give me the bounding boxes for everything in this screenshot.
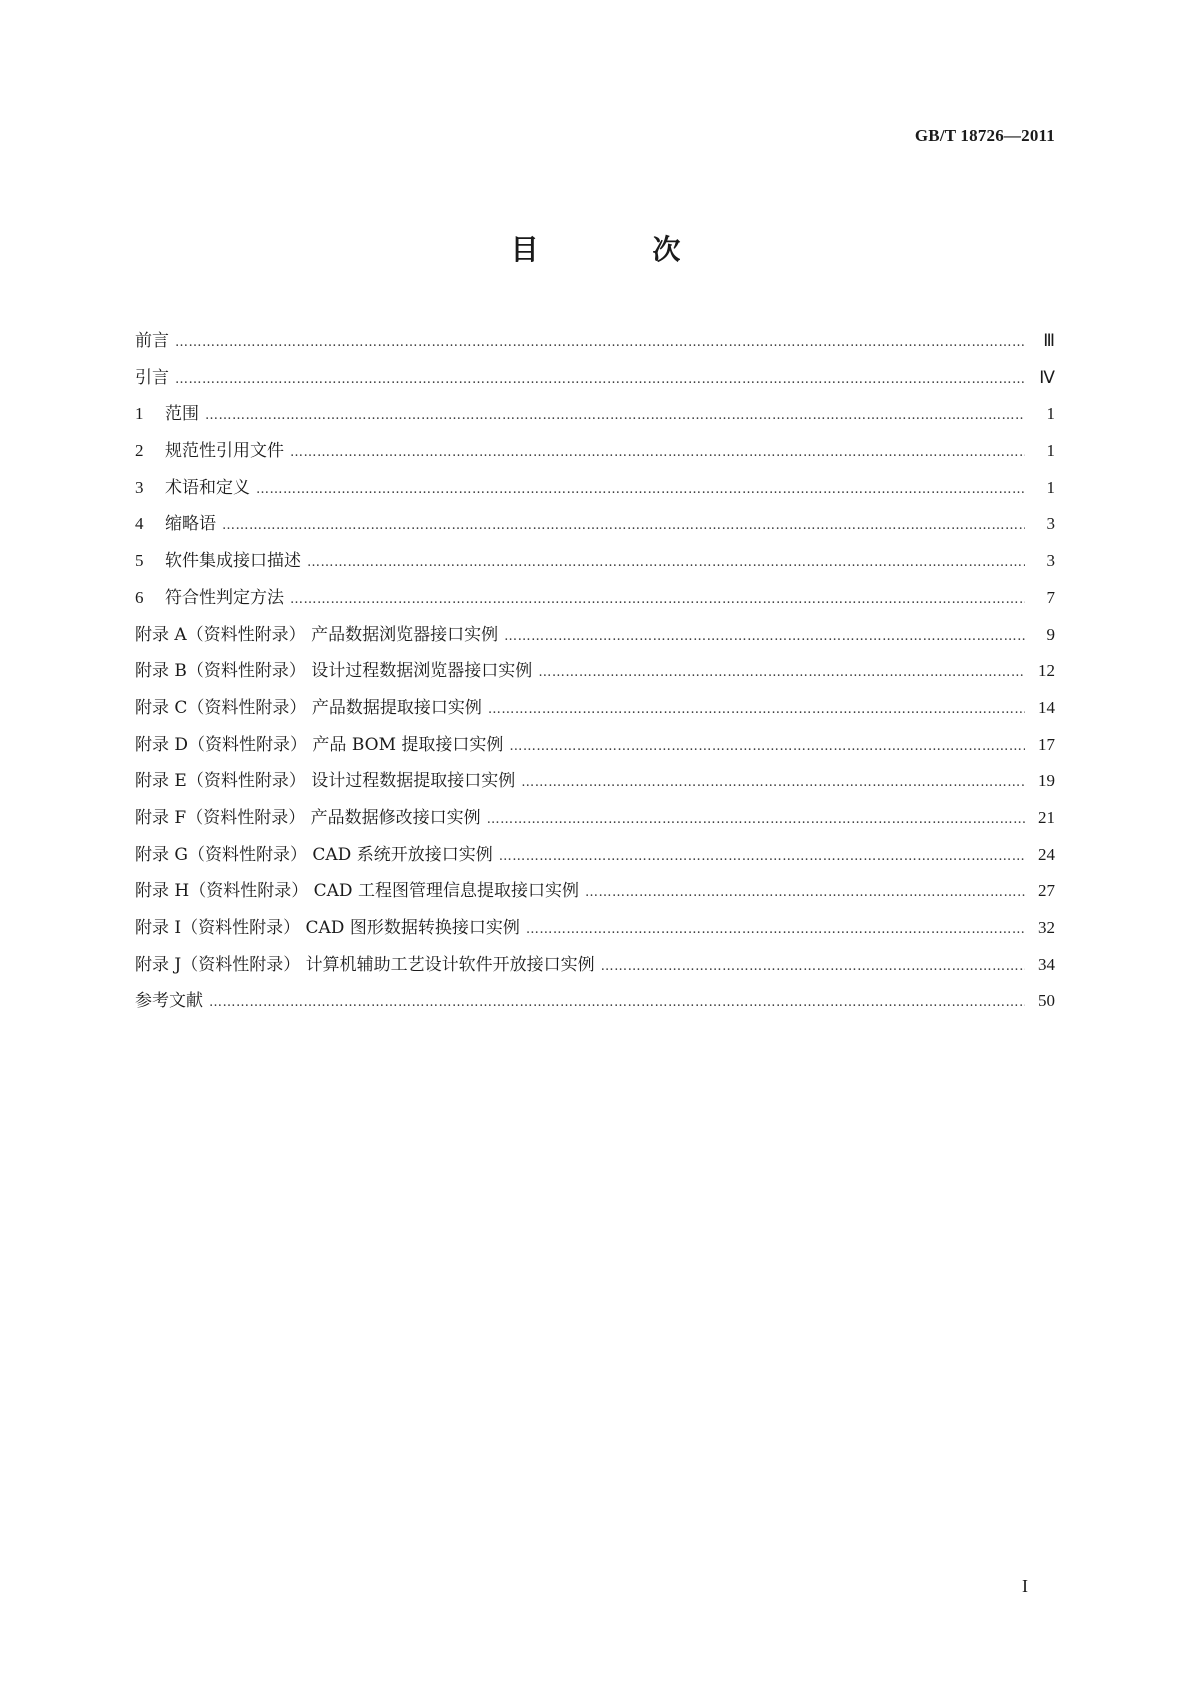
toc-entry-page: 9	[1046, 624, 1055, 644]
toc-entry-number: 1	[135, 404, 144, 424]
toc-entry[interactable]	[135, 837, 1055, 874]
toc-entry[interactable]	[135, 506, 1055, 543]
toc-entry-title: 参考文献	[135, 991, 203, 1012]
toc-entry-label	[135, 360, 175, 397]
toc-entry-title: 附录 E（资料性附录） 设计过程数据提取接口实例	[135, 771, 516, 792]
toc-dot-leader	[290, 435, 1025, 472]
toc-entry-label	[135, 433, 290, 470]
toc-entry-title: 附录 H（资料性附录） CAD 工程图管理信息提取接口实例	[135, 881, 579, 902]
toc-dot-leader	[499, 839, 1025, 876]
toc-entry-page: 32	[1038, 918, 1055, 937]
toc-dot-leader	[601, 949, 1025, 986]
toc-entry-number: 4	[135, 514, 144, 534]
toc-dot-leader	[521, 765, 1025, 802]
toc-entry-number: 2	[135, 441, 144, 461]
toc-entry-label	[135, 396, 205, 433]
toc-entry-page: 17	[1038, 734, 1055, 754]
standard-number: GB/T 18726—2011	[914, 126, 1055, 145]
toc-dot-leader	[175, 325, 1025, 362]
toc-dot-leader	[526, 912, 1025, 949]
toc-dot-leader	[205, 398, 1025, 435]
toc-entry[interactable]	[135, 433, 1055, 470]
toc-entry-page: 19	[1038, 771, 1055, 791]
toc-entry[interactable]	[135, 727, 1055, 764]
toc-entry-title: 术语和定义	[165, 477, 250, 498]
toc-dot-leader	[175, 362, 1025, 399]
toc-dot-leader	[290, 582, 1025, 619]
toc-entry-page: 3	[1046, 514, 1055, 534]
toc-entry-label	[135, 910, 526, 947]
toc-entry[interactable]	[135, 983, 1055, 1020]
toc-dot-leader	[538, 655, 1025, 692]
toc-entry[interactable]	[135, 800, 1055, 837]
toc-entry-label	[135, 580, 290, 617]
toc-entry[interactable]	[135, 873, 1055, 910]
toc-entry-label	[135, 690, 488, 727]
toc-dot-leader	[209, 985, 1025, 1022]
toc-entry-label	[135, 653, 538, 690]
toc-entry-title: 引言	[135, 367, 169, 388]
toc-entry[interactable]	[135, 470, 1055, 507]
toc-entry-title: 规范性引用文件	[165, 441, 284, 462]
toc-dot-leader	[487, 802, 1025, 839]
toc-entry-title: 附录 G（资料性附录） CAD 系统开放接口实例	[135, 844, 493, 865]
toc-entry-label	[135, 727, 509, 764]
toc-entry-page: 14	[1038, 697, 1055, 717]
toc-entry-title: 附录 B（资料性附录） 设计过程数据浏览器接口实例	[135, 661, 533, 682]
toc-entry-page: 3	[1046, 551, 1055, 571]
toc-entry-label	[135, 837, 499, 874]
toc-entry-label	[135, 983, 209, 1020]
toc-entry-label	[135, 323, 175, 360]
toc-entry-number: 3	[135, 477, 144, 497]
toc-entry-page: 34	[1038, 954, 1055, 974]
toc-entry-title: 附录 C（资料性附录） 产品数据提取接口实例	[135, 697, 482, 718]
toc-entry-title: 附录 J（资料性附录） 计算机辅助工艺设计软件开放接口实例	[135, 954, 595, 975]
toc-dot-leader	[222, 508, 1025, 545]
toc-entry[interactable]	[135, 763, 1055, 800]
toc-entry-page: Ⅲ	[1043, 331, 1055, 350]
toc-entry-title: 软件集成接口描述	[165, 551, 301, 572]
toc-entry-page: 12	[1038, 661, 1055, 681]
toc-entry-number: 6	[135, 587, 144, 607]
toc-entry-label	[135, 470, 256, 507]
toc-entry-label	[135, 543, 307, 580]
toc-entry[interactable]	[135, 910, 1055, 947]
toc-entry[interactable]	[135, 396, 1055, 433]
toc-dot-leader	[256, 472, 1025, 509]
toc-entry-page: 1	[1046, 477, 1055, 497]
page-number: I	[1022, 1576, 1028, 1596]
toc-entry-page: 24	[1038, 844, 1055, 864]
toc-entry-label	[135, 763, 521, 800]
toc-entry-title: 附录 F（资料性附录） 产品数据修改接口实例	[135, 807, 481, 828]
toc-entry-title: 符合性判定方法	[165, 587, 284, 608]
toc-entry[interactable]	[135, 580, 1055, 617]
toc-entry[interactable]	[135, 360, 1055, 397]
toc-entry[interactable]	[135, 653, 1055, 690]
toc-entry-label	[135, 800, 487, 837]
toc-dot-leader	[504, 619, 1025, 656]
toc-dot-leader	[307, 545, 1025, 582]
toc-entry[interactable]	[135, 617, 1055, 654]
toc-entry-title: 前言	[135, 331, 169, 351]
toc-dot-leader	[585, 875, 1025, 912]
toc-entry-title: 附录 D（资料性附录） 产品 BOM 提取接口实例	[135, 734, 504, 755]
toc-entry-title: 范围	[165, 404, 199, 425]
toc-entry[interactable]	[135, 690, 1055, 727]
toc-entry-page: 1	[1046, 404, 1055, 424]
toc-entry[interactable]	[135, 323, 1055, 360]
toc-entry-page: 50	[1038, 991, 1055, 1011]
toc-entry-title: 附录 A（资料性附录） 产品数据浏览器接口实例	[135, 624, 499, 645]
toc-entry-page: 7	[1046, 587, 1055, 607]
toc-entry-label	[135, 506, 222, 543]
toc-entry-label	[135, 947, 601, 984]
page-title: 目 次	[510, 233, 733, 266]
table-of-contents	[135, 323, 1055, 1020]
toc-entry-number: 5	[135, 551, 144, 571]
toc-entry[interactable]	[135, 947, 1055, 984]
toc-entry-page: 21	[1038, 807, 1055, 827]
toc-entry-page: 1	[1046, 441, 1055, 461]
toc-dot-leader	[509, 729, 1025, 766]
toc-entry[interactable]	[135, 543, 1055, 580]
toc-entry-label	[135, 873, 585, 910]
toc-entry-page: 27	[1038, 881, 1055, 901]
toc-entry-page: Ⅳ	[1039, 367, 1055, 387]
toc-entry-title: 缩略语	[165, 514, 216, 535]
toc-dot-leader	[488, 692, 1025, 729]
toc-entry-title: 附录 I（资料性附录） CAD 图形数据转换接口实例	[135, 918, 520, 938]
toc-entry-label	[135, 617, 504, 654]
